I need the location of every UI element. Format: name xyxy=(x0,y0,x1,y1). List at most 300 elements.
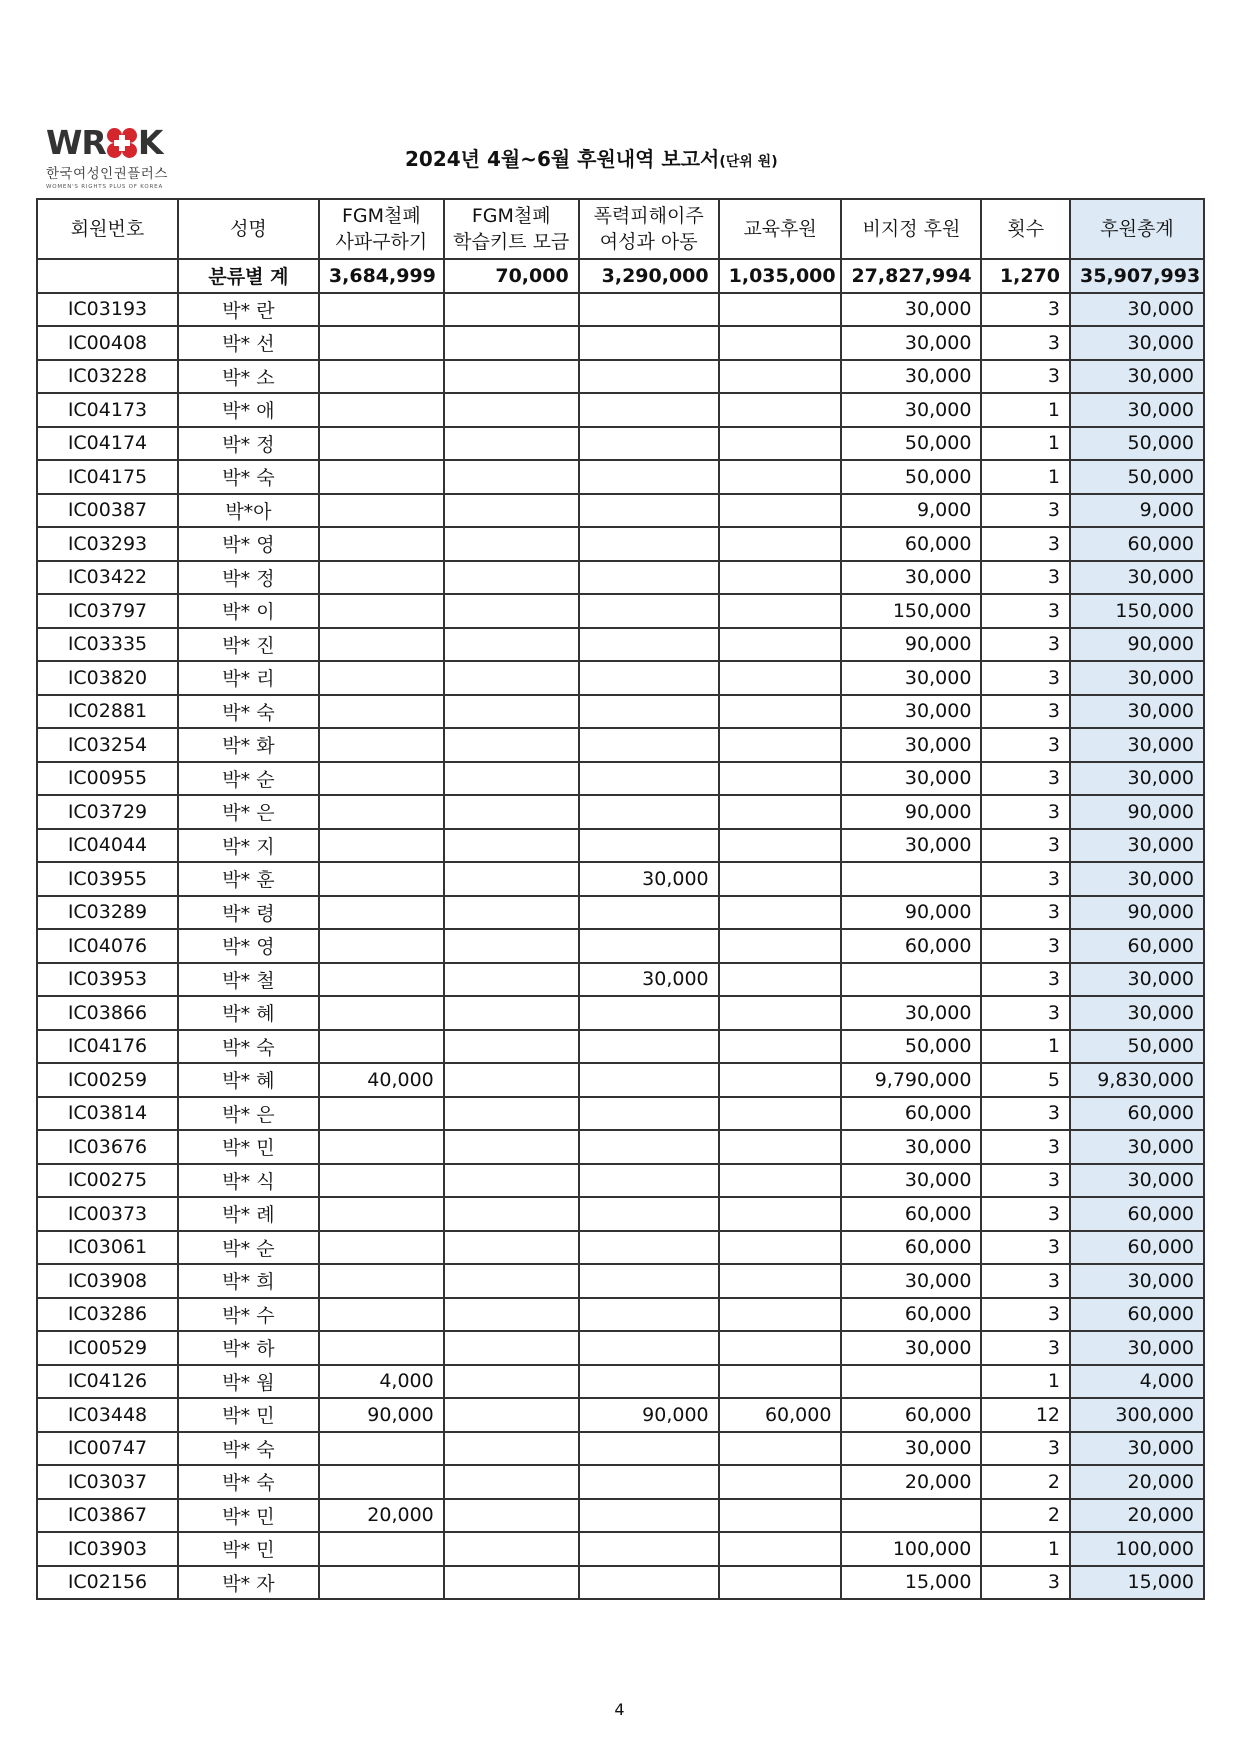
fgm-sapa-cell xyxy=(319,728,444,762)
unspecified-cell: 30,000 xyxy=(841,829,981,863)
total-cell: 30,000 xyxy=(1070,762,1204,796)
fgm-kit-cell xyxy=(444,427,579,461)
total-cell: 150,000 xyxy=(1070,594,1204,628)
summary-fgm-kit: 70,000 xyxy=(444,259,579,293)
name-cell: 박* 숙 xyxy=(178,695,319,729)
fgm-kit-cell xyxy=(444,1063,579,1097)
violence-cell xyxy=(579,1499,719,1533)
header-name: 성명 xyxy=(178,199,319,259)
member-id-cell: IC03676 xyxy=(37,1130,178,1164)
education-cell xyxy=(719,628,842,662)
table-row xyxy=(37,494,1204,528)
table-row xyxy=(37,996,1204,1030)
table-row xyxy=(37,1398,1204,1432)
unspecified-cell: 30,000 xyxy=(841,661,981,695)
unspecified-cell: 30,000 xyxy=(841,326,981,360)
education-cell xyxy=(719,1030,842,1064)
header-fgm-sapa: FGM철폐 사파구하기 xyxy=(319,199,444,259)
total-cell: 30,000 xyxy=(1070,393,1204,427)
table-row xyxy=(37,460,1204,494)
table-row xyxy=(37,1499,1204,1533)
header-unspecified: 비지정 후원 xyxy=(841,199,981,259)
table-row xyxy=(37,1231,1204,1265)
member-id-cell: IC03193 xyxy=(37,293,178,327)
unspecified-cell: 90,000 xyxy=(841,795,981,829)
education-cell: 60,000 xyxy=(719,1398,842,1432)
member-id-cell: IC03955 xyxy=(37,862,178,896)
member-id-cell: IC04173 xyxy=(37,393,178,427)
fgm-sapa-cell xyxy=(319,326,444,360)
unit-note: (단위 원) xyxy=(719,154,778,170)
summary-id-cell xyxy=(37,259,178,293)
table-row xyxy=(37,862,1204,896)
education-cell xyxy=(719,1532,842,1566)
total-cell: 60,000 xyxy=(1070,527,1204,561)
violence-cell xyxy=(579,896,719,930)
total-cell: 30,000 xyxy=(1070,293,1204,327)
member-id-cell: IC03797 xyxy=(37,594,178,628)
violence-cell xyxy=(579,1331,719,1365)
fgm-kit-cell xyxy=(444,896,579,930)
violence-cell xyxy=(579,762,719,796)
education-cell xyxy=(719,963,842,997)
total-cell: 30,000 xyxy=(1070,728,1204,762)
count-cell: 12 xyxy=(981,1398,1070,1432)
count-cell: 3 xyxy=(981,661,1070,695)
education-cell xyxy=(719,762,842,796)
table-row xyxy=(37,1432,1204,1466)
violence-cell xyxy=(579,1130,719,1164)
total-cell: 60,000 xyxy=(1070,1097,1204,1131)
education-cell xyxy=(719,527,842,561)
count-cell: 3 xyxy=(981,1432,1070,1466)
table-row xyxy=(37,527,1204,561)
violence-cell xyxy=(579,1030,719,1064)
fgm-kit-cell xyxy=(444,1365,579,1399)
violence-cell xyxy=(579,728,719,762)
fgm-sapa-cell xyxy=(319,1197,444,1231)
fgm-kit-cell xyxy=(444,1331,579,1365)
page-number: 4 xyxy=(614,1700,625,1719)
fgm-kit-cell xyxy=(444,1164,579,1198)
fgm-sapa-cell xyxy=(319,293,444,327)
count-cell: 3 xyxy=(981,561,1070,595)
member-id-cell: IC00259 xyxy=(37,1063,178,1097)
unspecified-cell: 15,000 xyxy=(841,1566,981,1600)
fgm-sapa-cell: 20,000 xyxy=(319,1499,444,1533)
count-cell: 3 xyxy=(981,1331,1070,1365)
total-cell: 20,000 xyxy=(1070,1499,1204,1533)
total-cell: 9,830,000 xyxy=(1070,1063,1204,1097)
fgm-kit-cell xyxy=(444,728,579,762)
violence-cell xyxy=(579,829,719,863)
count-cell: 3 xyxy=(981,963,1070,997)
fgm-sapa-cell xyxy=(319,762,444,796)
education-cell xyxy=(719,1231,842,1265)
violence-cell xyxy=(579,527,719,561)
count-cell: 3 xyxy=(981,762,1070,796)
table-row xyxy=(37,1264,1204,1298)
name-cell: 박* 식 xyxy=(178,1164,319,1198)
fgm-kit-cell xyxy=(444,829,579,863)
count-cell: 3 xyxy=(981,1231,1070,1265)
education-cell xyxy=(719,1197,842,1231)
fgm-sapa-cell xyxy=(319,360,444,394)
fgm-kit-cell xyxy=(444,360,579,394)
name-cell: 박* 선 xyxy=(178,326,319,360)
member-id-cell: IC03903 xyxy=(37,1532,178,1566)
flower-cross-icon xyxy=(107,128,137,158)
total-cell: 30,000 xyxy=(1070,829,1204,863)
fgm-sapa-cell xyxy=(319,1298,444,1332)
education-cell xyxy=(719,427,842,461)
member-id-cell: IC03254 xyxy=(37,728,178,762)
unspecified-cell: 30,000 xyxy=(841,695,981,729)
education-cell xyxy=(719,695,842,729)
education-cell xyxy=(719,1465,842,1499)
table-row xyxy=(37,1164,1204,1198)
education-cell xyxy=(719,594,842,628)
total-cell: 30,000 xyxy=(1070,1331,1204,1365)
name-cell: 박* 진 xyxy=(178,628,319,662)
total-cell: 30,000 xyxy=(1070,661,1204,695)
count-cell: 3 xyxy=(981,695,1070,729)
name-cell: 박*아 xyxy=(178,494,319,528)
fgm-sapa-cell xyxy=(319,1030,444,1064)
header-total: 후원총계 xyxy=(1070,199,1204,259)
total-cell: 20,000 xyxy=(1070,1465,1204,1499)
violence-cell xyxy=(579,594,719,628)
education-cell xyxy=(719,1499,842,1533)
education-cell xyxy=(719,728,842,762)
name-cell: 박* 영 xyxy=(178,527,319,561)
fgm-kit-cell xyxy=(444,795,579,829)
education-cell xyxy=(719,1365,842,1399)
violence-cell xyxy=(579,795,719,829)
education-cell xyxy=(719,929,842,963)
violence-cell xyxy=(579,1566,719,1600)
table-row xyxy=(37,896,1204,930)
fgm-kit-cell xyxy=(444,293,579,327)
fgm-sapa-cell xyxy=(319,393,444,427)
table-row xyxy=(37,762,1204,796)
education-cell xyxy=(719,1566,842,1600)
fgm-sapa-cell xyxy=(319,594,444,628)
violence-cell xyxy=(579,628,719,662)
fgm-kit-cell xyxy=(444,1465,579,1499)
organization-logo xyxy=(46,123,186,190)
unspecified-cell: 60,000 xyxy=(841,1231,981,1265)
fgm-kit-cell xyxy=(444,460,579,494)
fgm-sapa-cell xyxy=(319,829,444,863)
count-cell: 1 xyxy=(981,1532,1070,1566)
fgm-sapa-cell xyxy=(319,1231,444,1265)
logo-text-wr: WR xyxy=(46,123,106,162)
total-cell: 100,000 xyxy=(1070,1532,1204,1566)
name-cell: 박* 훈 xyxy=(178,862,319,896)
education-cell xyxy=(719,494,842,528)
unspecified-cell xyxy=(841,1499,981,1533)
count-cell: 3 xyxy=(981,1298,1070,1332)
count-cell: 3 xyxy=(981,527,1070,561)
logo-text-k: K xyxy=(137,123,163,162)
fgm-kit-cell xyxy=(444,1298,579,1332)
education-cell xyxy=(719,1063,842,1097)
member-id-cell: IC00387 xyxy=(37,494,178,528)
member-id-cell: IC03293 xyxy=(37,527,178,561)
violence-cell xyxy=(579,427,719,461)
fgm-kit-cell xyxy=(444,661,579,695)
fgm-sapa-cell xyxy=(319,1164,444,1198)
table-row xyxy=(37,728,1204,762)
education-cell xyxy=(719,1164,842,1198)
member-id-cell: IC04175 xyxy=(37,460,178,494)
fgm-sapa-cell xyxy=(319,460,444,494)
count-cell: 5 xyxy=(981,1063,1070,1097)
name-cell: 박* 민 xyxy=(178,1499,319,1533)
table-row xyxy=(37,661,1204,695)
unspecified-cell: 100,000 xyxy=(841,1532,981,1566)
fgm-kit-cell xyxy=(444,695,579,729)
member-id-cell: IC03867 xyxy=(37,1499,178,1533)
name-cell: 박* 령 xyxy=(178,896,319,930)
fgm-sapa-cell xyxy=(319,929,444,963)
unspecified-cell: 60,000 xyxy=(841,929,981,963)
table-row xyxy=(37,427,1204,461)
fgm-kit-cell xyxy=(444,1030,579,1064)
table-row xyxy=(37,594,1204,628)
count-cell: 3 xyxy=(981,628,1070,662)
total-cell: 60,000 xyxy=(1070,929,1204,963)
fgm-kit-cell xyxy=(444,594,579,628)
unspecified-cell: 50,000 xyxy=(841,1030,981,1064)
member-id-cell: IC04174 xyxy=(37,427,178,461)
unspecified-cell: 30,000 xyxy=(841,996,981,1030)
member-id-cell: IC03286 xyxy=(37,1298,178,1332)
name-cell: 박* 혜 xyxy=(178,996,319,1030)
member-id-cell: IC03228 xyxy=(37,360,178,394)
total-cell: 50,000 xyxy=(1070,427,1204,461)
table-row xyxy=(37,1532,1204,1566)
name-cell: 박* 숙 xyxy=(178,1030,319,1064)
header-count: 횟수 xyxy=(981,199,1070,259)
table-row xyxy=(37,829,1204,863)
member-id-cell: IC03448 xyxy=(37,1398,178,1432)
violence-cell xyxy=(579,1298,719,1332)
name-cell: 박* 수 xyxy=(178,1298,319,1332)
count-cell: 3 xyxy=(981,360,1070,394)
unspecified-cell: 30,000 xyxy=(841,1432,981,1466)
unspecified-cell: 150,000 xyxy=(841,594,981,628)
total-cell: 50,000 xyxy=(1070,1030,1204,1064)
education-cell xyxy=(719,1331,842,1365)
fgm-kit-cell xyxy=(444,326,579,360)
total-cell: 60,000 xyxy=(1070,1298,1204,1332)
fgm-kit-cell xyxy=(444,1566,579,1600)
fgm-sapa-cell xyxy=(319,628,444,662)
name-cell: 박* 리 xyxy=(178,661,319,695)
unspecified-cell: 50,000 xyxy=(841,460,981,494)
name-cell: 박* 란 xyxy=(178,293,319,327)
count-cell: 3 xyxy=(981,996,1070,1030)
education-cell xyxy=(719,996,842,1030)
count-cell: 3 xyxy=(981,1197,1070,1231)
education-cell xyxy=(719,661,842,695)
fgm-kit-cell xyxy=(444,996,579,1030)
member-id-cell: IC02881 xyxy=(37,695,178,729)
violence-cell xyxy=(579,929,719,963)
violence-cell xyxy=(579,996,719,1030)
name-cell: 박* 웜 xyxy=(178,1365,319,1399)
logo-korean-name: 한국여성인권플러스 xyxy=(46,166,168,182)
total-cell: 90,000 xyxy=(1070,896,1204,930)
violence-cell xyxy=(579,661,719,695)
unspecified-cell: 30,000 xyxy=(841,1331,981,1365)
name-cell: 박* 례 xyxy=(178,1197,319,1231)
fgm-kit-cell xyxy=(444,1432,579,1466)
fgm-sapa-cell xyxy=(319,896,444,930)
summary-total: 35,907,993 xyxy=(1070,259,1204,293)
member-id-cell: IC00955 xyxy=(37,762,178,796)
total-cell: 30,000 xyxy=(1070,1264,1204,1298)
fgm-kit-cell xyxy=(444,929,579,963)
fgm-sapa-cell xyxy=(319,1097,444,1131)
member-id-cell: IC04176 xyxy=(37,1030,178,1064)
education-cell xyxy=(719,862,842,896)
unspecified-cell: 30,000 xyxy=(841,293,981,327)
name-cell: 박* 순 xyxy=(178,1231,319,1265)
total-cell: 30,000 xyxy=(1070,1130,1204,1164)
name-cell: 박* 혜 xyxy=(178,1063,319,1097)
member-id-cell: IC04044 xyxy=(37,829,178,863)
count-cell: 3 xyxy=(981,326,1070,360)
name-cell: 박* 은 xyxy=(178,1097,319,1131)
name-cell: 박* 하 xyxy=(178,1331,319,1365)
count-cell: 3 xyxy=(981,829,1070,863)
total-cell: 9,000 xyxy=(1070,494,1204,528)
total-cell: 60,000 xyxy=(1070,1197,1204,1231)
education-cell xyxy=(719,896,842,930)
unspecified-cell xyxy=(841,1365,981,1399)
fgm-sapa-cell xyxy=(319,561,444,595)
count-cell: 1 xyxy=(981,1030,1070,1064)
table-row xyxy=(37,393,1204,427)
total-cell: 90,000 xyxy=(1070,628,1204,662)
table-row xyxy=(37,963,1204,997)
fgm-kit-cell xyxy=(444,1130,579,1164)
unspecified-cell: 60,000 xyxy=(841,527,981,561)
fgm-sapa-cell xyxy=(319,527,444,561)
violence-cell xyxy=(579,1432,719,1466)
fgm-kit-cell xyxy=(444,1398,579,1432)
fgm-sapa-cell xyxy=(319,1532,444,1566)
fgm-kit-cell xyxy=(444,561,579,595)
table-row xyxy=(37,1030,1204,1064)
table-row xyxy=(37,326,1204,360)
count-cell: 2 xyxy=(981,1465,1070,1499)
name-cell: 박* 순 xyxy=(178,762,319,796)
unspecified-cell: 30,000 xyxy=(841,728,981,762)
unspecified-cell: 30,000 xyxy=(841,1130,981,1164)
unspecified-cell xyxy=(841,963,981,997)
total-cell: 50,000 xyxy=(1070,460,1204,494)
education-cell xyxy=(719,561,842,595)
member-id-cell: IC03335 xyxy=(37,628,178,662)
education-cell xyxy=(719,460,842,494)
summary-count: 1,270 xyxy=(981,259,1070,293)
violence-cell xyxy=(579,293,719,327)
member-id-cell: IC03289 xyxy=(37,896,178,930)
violence-cell xyxy=(579,393,719,427)
unspecified-cell: 50,000 xyxy=(841,427,981,461)
violence-cell: 30,000 xyxy=(579,862,719,896)
violence-cell xyxy=(579,1063,719,1097)
total-cell: 4,000 xyxy=(1070,1365,1204,1399)
unspecified-cell: 20,000 xyxy=(841,1465,981,1499)
count-cell: 3 xyxy=(981,1097,1070,1131)
unspecified-cell: 9,790,000 xyxy=(841,1063,981,1097)
fgm-sapa-cell xyxy=(319,695,444,729)
count-cell: 3 xyxy=(981,896,1070,930)
fgm-sapa-cell xyxy=(319,862,444,896)
violence-cell xyxy=(579,494,719,528)
total-cell: 60,000 xyxy=(1070,1231,1204,1265)
violence-cell xyxy=(579,460,719,494)
summary-row xyxy=(37,259,1204,293)
count-cell: 3 xyxy=(981,1130,1070,1164)
fgm-sapa-cell xyxy=(319,795,444,829)
name-cell: 박* 정 xyxy=(178,427,319,461)
name-cell: 박* 자 xyxy=(178,1566,319,1600)
report-title-block xyxy=(405,143,778,172)
name-cell: 박* 영 xyxy=(178,929,319,963)
name-cell: 박* 희 xyxy=(178,1264,319,1298)
fgm-kit-cell xyxy=(444,1532,579,1566)
summary-education: 1,035,000 xyxy=(719,259,842,293)
total-cell: 30,000 xyxy=(1070,561,1204,595)
fgm-sapa-cell xyxy=(319,1432,444,1466)
table-row xyxy=(37,1063,1204,1097)
fgm-kit-cell xyxy=(444,628,579,662)
member-id-cell: IC00408 xyxy=(37,326,178,360)
violence-cell: 90,000 xyxy=(579,1398,719,1432)
violence-cell xyxy=(579,695,719,729)
total-cell: 15,000 xyxy=(1070,1566,1204,1600)
unspecified-cell xyxy=(841,862,981,896)
total-cell: 30,000 xyxy=(1070,1432,1204,1466)
total-cell: 30,000 xyxy=(1070,695,1204,729)
total-cell: 30,000 xyxy=(1070,963,1204,997)
member-id-cell: IC00747 xyxy=(37,1432,178,1466)
fgm-kit-cell xyxy=(444,393,579,427)
fgm-sapa-cell: 40,000 xyxy=(319,1063,444,1097)
table-row xyxy=(37,929,1204,963)
summary-label: 분류별 계 xyxy=(178,259,319,293)
fgm-sapa-cell xyxy=(319,996,444,1030)
member-id-cell: IC03037 xyxy=(37,1465,178,1499)
name-cell: 박* 지 xyxy=(178,829,319,863)
education-cell xyxy=(719,829,842,863)
education-cell xyxy=(719,1130,842,1164)
name-cell: 박* 숙 xyxy=(178,460,319,494)
fgm-sapa-cell xyxy=(319,427,444,461)
table-row xyxy=(37,1331,1204,1365)
fgm-sapa-cell xyxy=(319,1566,444,1600)
summary-violence: 3,290,000 xyxy=(579,259,719,293)
violence-cell xyxy=(579,1465,719,1499)
table-row xyxy=(37,1298,1204,1332)
fgm-kit-cell xyxy=(444,494,579,528)
